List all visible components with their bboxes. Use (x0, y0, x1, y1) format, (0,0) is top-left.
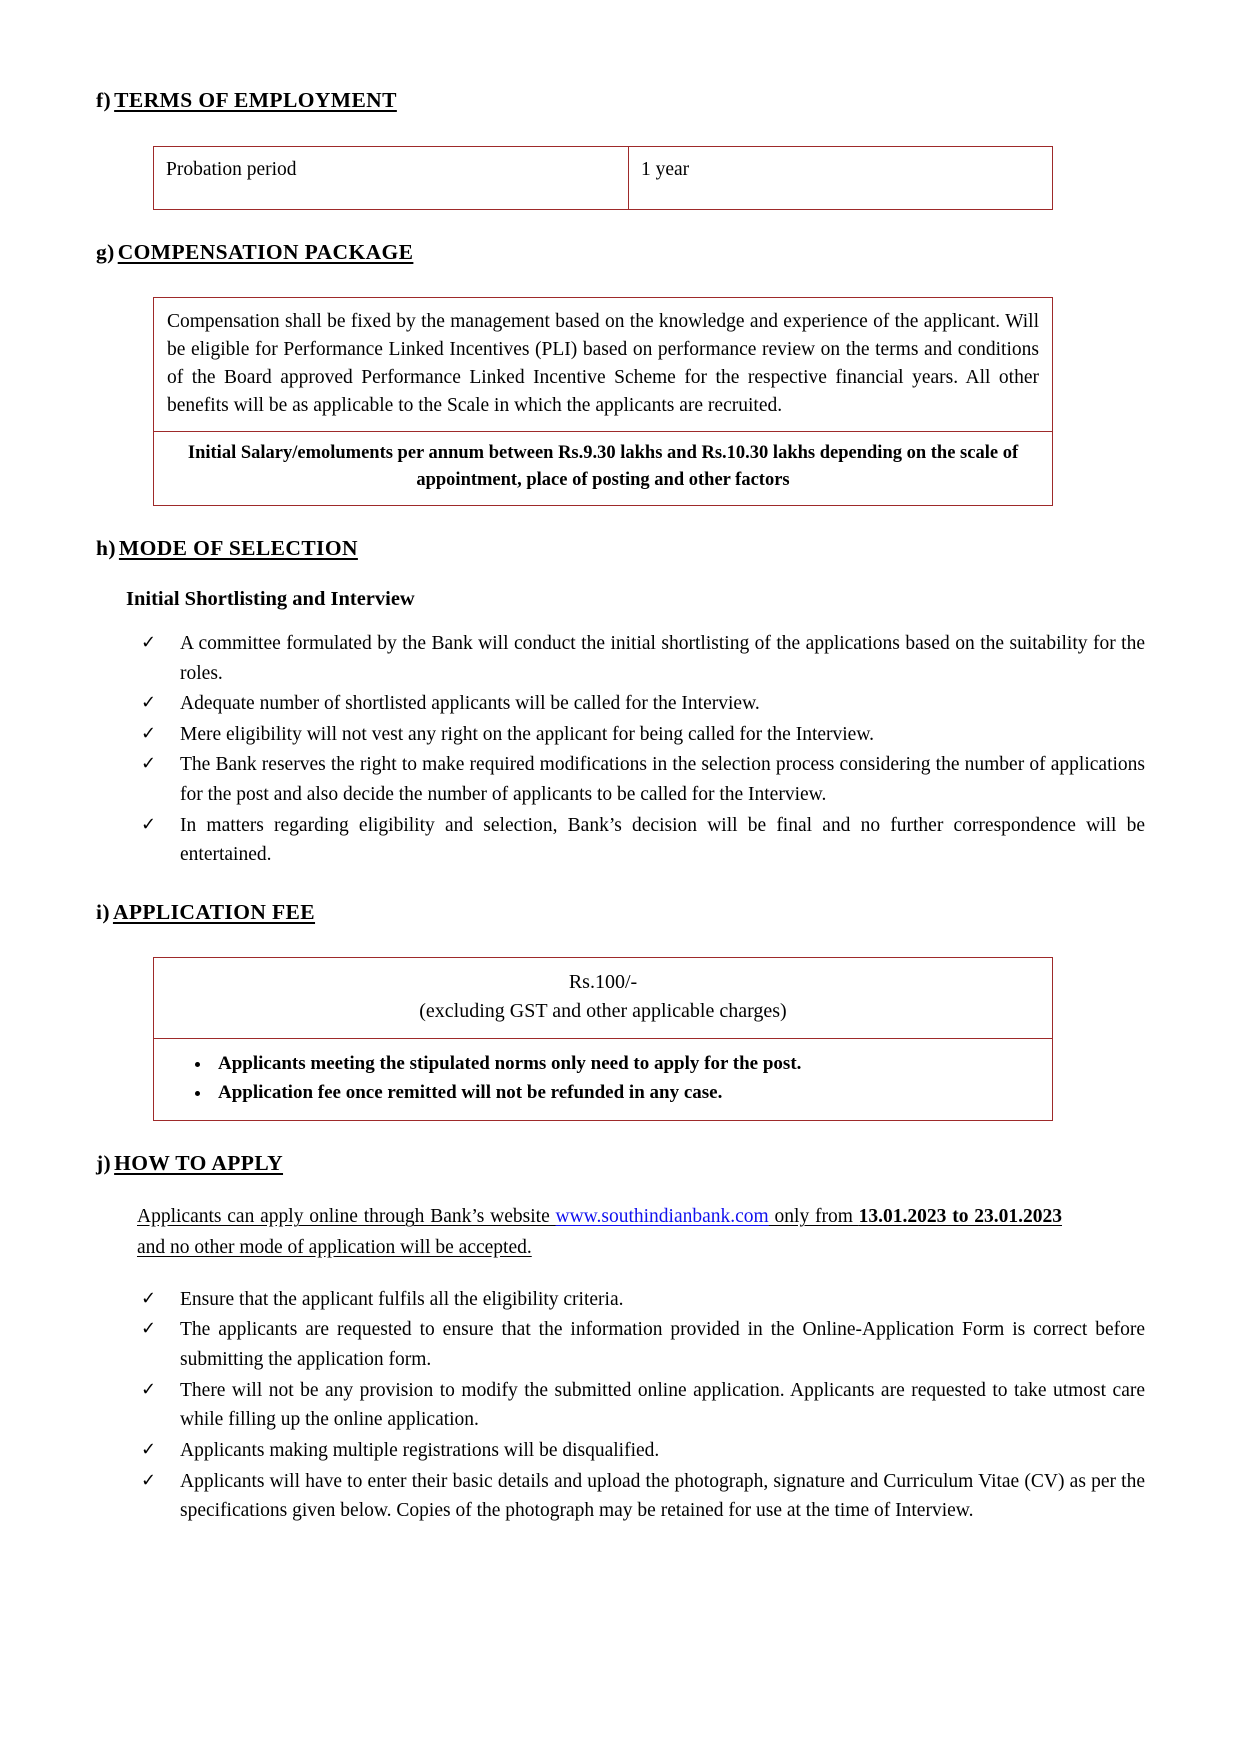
application-fee-table (153, 957, 1053, 1121)
list-item-text: Mere eligibility will not vest any right on the applicant for being called for the Interview. (180, 723, 875, 745)
list-item-text: Ensure that the applicant fulfils all the eligibility criteria. (180, 1288, 624, 1310)
application-fee-amount: Rs.100/- (568, 970, 638, 993)
list-item: • Application fee once remitted will not be refunded in any case. (212, 1078, 1042, 1107)
section-marker-g: g) (96, 239, 115, 264)
section-heading-how-to-apply (96, 1151, 1145, 1177)
list-item-text: Applicants making multiple registrations will be disqualified. (180, 1439, 660, 1461)
apply-intro-after-link: only from (768, 1206, 859, 1228)
section-heading-mode-of-selection (96, 536, 1145, 562)
table-row (154, 1038, 1053, 1120)
application-fee-amount-note: (excluding GST and other applicable charges) (419, 999, 787, 1022)
list-item: • Applicants meeting the stipulated norms only need to apply for the post. (212, 1049, 1042, 1078)
application-fee-amount-cell (154, 957, 1053, 1038)
section-marker-f: f) (96, 88, 112, 112)
section-marker-i: i) (96, 899, 110, 924)
apply-intro-tail: and no other mode of application will be accepted. (137, 1236, 532, 1258)
table-row (154, 146, 1053, 209)
probation-period-value: 1 year (629, 146, 1053, 209)
application-fee-notes-cell (154, 1038, 1053, 1120)
section-heading-application-fee (96, 900, 1145, 926)
check-icon: ✓ (141, 1318, 157, 1340)
list-item-text: The Bank reserves the right to make required modifications in the selection process considering the number of applications for the post and also decide the number of applicants to be called for the Interview. (180, 754, 1145, 806)
list-item (137, 1285, 1145, 1315)
table-row (154, 431, 1053, 506)
bank-website-link[interactable]: www.southindianbank.com (555, 1206, 769, 1228)
check-icon: ✓ (141, 1438, 157, 1460)
probation-period-label: Probation period (154, 146, 629, 209)
check-icon: ✓ (141, 1469, 157, 1491)
section-heading-terms-of-employment (96, 88, 1145, 114)
list-item (137, 720, 1145, 750)
list-item-text: There will not be any provision to modify the submitted online application. Applicants are requested to take utmost care while filling up the online application. (180, 1379, 1145, 1431)
application-fee-note-list (190, 1049, 1042, 1108)
section-marker-h: h) (96, 536, 116, 561)
list-item-text: The applicants are requested to ensure that the information provided in the Online-Application Form is correct before submitting the application form. (180, 1319, 1145, 1371)
mode-of-selection-bullet-list (96, 629, 1145, 870)
how-to-apply-intro-paragraph (137, 1202, 1062, 1262)
section-title-mode-of-selection: MODE OF SELECTION (118, 536, 358, 561)
section-title-application-fee: APPLICATION FEE (112, 899, 316, 924)
apply-intro-before-link: Applicants can apply online through Bank’s website (137, 1206, 556, 1228)
application-window-dates: 13.01.2023 to 23.01.2023 (858, 1206, 1062, 1228)
list-item-text: In matters regarding eligibility and selection, Bank’s decision will be final and no further correspondence will be entertained. (180, 814, 1145, 866)
list-item-text: Applicants will have to enter their basic details and upload the photograph, signature and Curriculum Vitae (CV) as per the specifications given below. Copies of the photograph may be retained for use at the time of Interview. (180, 1470, 1145, 1522)
how-to-apply-bullet-list (96, 1285, 1145, 1526)
list-item-text: Adequate number of shortlisted applicants will be called for the Interview. (180, 693, 760, 715)
list-item (137, 1315, 1145, 1374)
section-marker-j: j) (96, 1150, 112, 1175)
list-item (137, 750, 1145, 809)
terms-of-employment-table (153, 146, 1053, 210)
table-row (154, 297, 1053, 431)
table-row (154, 957, 1053, 1038)
section-title-how-to-apply: HOW TO APPLY (114, 1150, 284, 1175)
list-item (137, 811, 1145, 870)
initial-salary-note: Initial Salary/emoluments per annum between Rs.9.30 lakhs and Rs.10.30 lakhs depending on the scale of appointment, place of posting and other factors (154, 431, 1053, 506)
subheading-initial-shortlisting: Initial Shortlisting and Interview (126, 587, 415, 610)
compensation-package-table (153, 297, 1053, 507)
check-icon: ✓ (141, 753, 157, 775)
list-item-text: A committee formulated by the Bank will conduct the initial shortlisting of the applications based on the suitability for the roles. (180, 632, 1145, 684)
compensation-paragraph: Compensation shall be fixed by the management based on the knowledge and experience of the applicant. Will be eligible for Performance Linked Incentives (PLI) based on performance review on the terms and conditions of the Board approved Performance Linked Incentive Scheme for the respective financial years. All other benefits will be as applicable to the Scale in which the applicants are recruited. (154, 297, 1053, 431)
check-icon: ✓ (141, 722, 157, 744)
list-item (137, 1436, 1145, 1466)
list-item (137, 629, 1145, 688)
check-icon: ✓ (141, 813, 157, 835)
check-icon: ✓ (141, 692, 157, 714)
list-item (137, 1376, 1145, 1435)
check-icon: ✓ (141, 631, 157, 653)
section-title-compensation-package: COMPENSATION PACKAGE (117, 239, 414, 264)
section-title-terms-of-employment: TERMS OF EMPLOYMENT (114, 88, 397, 112)
list-item (137, 689, 1145, 719)
check-icon: ✓ (141, 1287, 157, 1309)
list-item (137, 1467, 1145, 1526)
section-heading-compensation-package (96, 240, 1145, 266)
check-icon: ✓ (141, 1378, 157, 1400)
